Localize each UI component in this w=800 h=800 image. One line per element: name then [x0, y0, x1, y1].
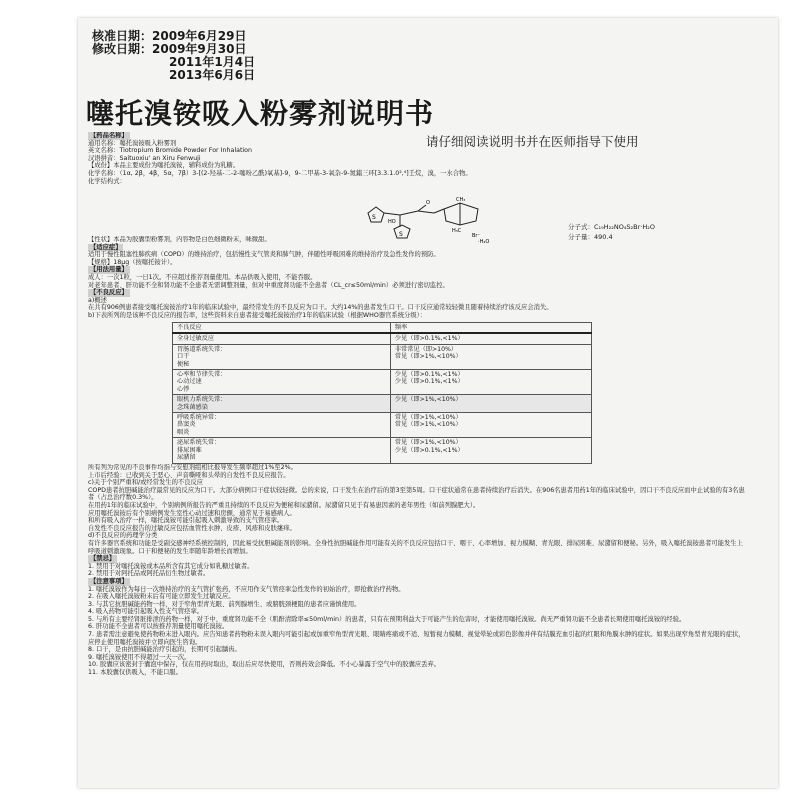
text-line: 4. 吸入药物可能引起吸入性支气管痉挛。 — [88, 608, 204, 616]
document-title: 噻托溴铵吸入粉雾剂说明书 — [86, 97, 435, 130]
reaction-cell: 胃肠道系统失常： 口干 便秘 — [173, 344, 391, 369]
approval-dates — [92, 30, 255, 82]
sections-b — [88, 464, 748, 677]
adverse-reaction-table — [172, 322, 592, 464]
molecular-weight: 分子量：490.4 — [568, 233, 613, 241]
drug-name-section — [88, 132, 748, 185]
reaction-cell: 全身过敏反应 — [173, 333, 391, 344]
frequency-cell: 少见（即>0.1%,<1%） — [390, 333, 591, 344]
text-line: 7. 患者需注意避免使药物粉末进入眼内。应告知患者药物粉末误入眼内可能引起或加重窄角型青光眼、眼睛疼痛或不适、短暂视力模糊、视觉晕轮或彩色影像并伴有结膜充血引起的红眼和角膜水肿的症状。如果出现窄角型青光眼的症状，应停止使用噻托溴铵并立即向医生咨询。 — [88, 631, 745, 646]
struct-label: HO — [388, 219, 396, 225]
text-line: 成人：一次1粒，一日1次。不应超过推荐剂量使用。本品供吸入使用，不能吞服。 — [88, 273, 317, 281]
struct-label: S — [372, 214, 376, 221]
reaction-cell: 呼吸系统异常： 鼻窦炎 咽炎 — [173, 413, 391, 438]
sections-a — [88, 236, 748, 320]
section-header: 【适应症】 — [90, 243, 122, 251]
table-header-row — [173, 323, 592, 334]
text-line: b)下表所列的是该种不良反应的报告率，这些资料来自患者接受噻托溴铵治疗1年的临床试验（根据WHO器官系统分级）： — [88, 311, 427, 319]
struct-label: O — [426, 200, 430, 206]
text-line: c)关于个别严重和/或经常发生的不良反应 — [88, 479, 204, 487]
table-row — [173, 333, 592, 344]
text-line: 9. 噻托溴铵使用不得超过一天一次。 — [88, 653, 191, 661]
text-line: 11. 本胶囊仅供吸入，不能口服。 — [88, 669, 182, 677]
table-row — [173, 395, 592, 413]
text-line: 所有列为常见的不良事件均指与安慰剂组相比报导发生频率超过1%至2%。 — [88, 464, 297, 471]
table-row — [173, 370, 592, 395]
section-header: 【注意事项】 — [90, 577, 128, 585]
composition-line: 【成份】本品主要成份为噻托溴铵，辅料成份为乳糖。 — [88, 162, 240, 170]
text-line: 有许多器官系统和功能是受副交感神经系统控制的，因此易受抗胆碱能剂的影响。全身性抗胆碱能作用可能有关的不良反应包括口干、咽干、心率增加、视力模糊、青光眼、排尿困难、尿潴留和便秘。另外，吸入噻托溴铵患者可能发生上呼吸道刺激现象。口干和便秘的发生率随年龄增长而增加。 — [88, 539, 743, 555]
text-line: 10. 胶囊应该密封于囊泡中保存，仅在用药时取出，取出后应尽快使用，否则药效会降低。不小心暴露于空气中的胶囊应丢弃。 — [88, 661, 441, 669]
struct-label: CH₃ — [456, 197, 466, 203]
text-line: 6. 肝功能不全患者可以按推荐剂量使用噻托溴铵。 — [88, 623, 229, 631]
reaction-cell: 眼机力系统失常： 念珠菌感染 — [173, 395, 391, 413]
section-header: 【用法用量】 — [90, 266, 128, 274]
text-line: 适用于慢性阻塞性肺疾病（COPD）的维持治疗，包括慢性支气管炎和肺气肿，伴随性呼吸困难的维持治疗及急性发作的预防。 — [88, 251, 440, 259]
revised-label: 修改日期： — [92, 42, 153, 56]
frequency-cell: 常见（即>1%,<10%） 少见（即>0.1%,<1%） — [390, 438, 591, 463]
revised-date: 2009年9月30日 — [152, 42, 247, 56]
text-line: 1. 禁用于对噻托溴铵或本品所含有其它成分如乳糖过敏者。 — [88, 562, 254, 570]
text-line: 和所有吸入治疗一样，噻托溴铵可能引起吸入刺激导致的支气管痉挛。 — [88, 517, 284, 525]
text-line: 3. 与其它抗胆碱能药物一样，对于窄角型青光眼、前列腺增生、或膀胱颈梗阻的患者应谨慎使用。 — [88, 600, 361, 608]
text-line: 对老年患者、肝功能不全和肾功能不全患者无需调整剂量，但对中重度肾功能不全患者（CL_cr≤50ml/min）必须进行密切监控。 — [88, 281, 449, 289]
text-line: COPD患者抗胆碱能治疗最常见的反应为口干。大部分病例口干症状较轻微。总的来说，口干发生在治疗后的第3至第5周。口干症状通常在患者持续治疗后消失。在906名患者用药1年的临床试验中，因口干不良反应而中止试验的有3名患者（占总治疗数0.3%）。 — [88, 486, 745, 502]
column-header: 不良反应 — [173, 323, 391, 334]
drug-name-line: 英文名称：Tiotropium Bromide Powder For Inhalation — [88, 147, 253, 155]
frequency-cell: 常见（即>1%,<10%） 常见（即>1%,<10%） — [390, 413, 591, 438]
drug-name-line: 汉语拼音：Saituoxiu' an Xiru Fenwuji — [88, 154, 201, 162]
text-line: 在用药1年的临床试验中，个别病例所报告的严重且持续的不良反应为便秘和尿潴留。尿潴留只见于有易患因素的老年男性（如前列腺肥大）。 — [88, 501, 480, 509]
table-row — [173, 344, 592, 369]
text-line: 8. 口干，是由抗胆碱能治疗引起的，长期可引起龋齿。 — [88, 646, 241, 654]
struct-label: S — [399, 231, 403, 238]
column-header: 频率 — [390, 323, 591, 334]
composition-line: 化学名称：（1α, 2β，4β，5α，7β）3-[(2-羟基-二-2-噻吩乙酰)氧基]-9，9-二甲基-3-氧杂-9-氮鎓三环[3.3.1.0²,⁴]壬烷，溴，一水合物。 — [88, 169, 472, 177]
text-line: 2. 在吸入噻托溴铵粉末后有可能立即发生过敏反应。 — [88, 593, 235, 601]
text-line: 【性状】本品为胶囊型粉雾剂，内容物是白色细微粉末，味微甜。 — [88, 236, 271, 243]
text-line: 2. 禁用于对阿托品或阿托品衍生物过敏者。 — [88, 570, 210, 578]
frequency-cell: 非常常见（即>10%） 常见（即>1%,<10%） — [390, 344, 591, 369]
text-line: 应用噻托溴铵后有个别病例发生室性心动过速和房颤，通常见于易感病人。 — [88, 509, 296, 517]
frequency-cell: 少见（即>1%,<10%） — [390, 395, 591, 413]
text-line: 自发性不良反应报告的过敏反应包括血管性水肿、皮疹、风疹和皮肤瘙痒。 — [88, 524, 296, 532]
table-row — [173, 413, 592, 438]
struct-label: ·H₂O — [478, 239, 490, 245]
usage-advice: 请仔细阅读说明书并在医师指导下使用 — [426, 134, 639, 149]
approved-label: 核准日期： — [92, 29, 153, 43]
frequency-cell: 少见（即>0.1%,<1%） 少见（即>0.1%,<1%） — [390, 370, 591, 395]
drug-name-header: 【药品名称】 — [90, 132, 128, 139]
text-line: a)概述 — [88, 296, 107, 304]
text-line: 上市后经验：已收到关于恶心、声音嘶哑和头晕的自发性不良反应报告。 — [88, 471, 290, 479]
struct-label: Br⁻ — [472, 233, 481, 239]
composition-line: 化学结构式： — [88, 177, 126, 185]
reaction-cell: 心率和节律失常： 心动过速 心悸 — [173, 370, 391, 395]
drug-name-line: 通用名称：噻托溴铵吸入粉雾剂 — [88, 139, 177, 147]
text-line: 1. 噻托溴铵作为每日一次维持治疗的支气管扩张药，不应用作支气管痉挛急性发作的初始治疗，即抢救治疗药物。 — [88, 585, 405, 593]
approved-date: 2009年6月29日 — [152, 29, 247, 43]
struct-label: H₃C — [452, 228, 462, 234]
text-line: 在共有906例患者接受噻托溴铵治疗1年的临床试验中，最经常发生的不良反应为口干。大约14%的患者发生口干。口干反应通常较轻微且随着持续治疗该反应会消失。 — [88, 304, 553, 312]
revised-date: 2013年6月6日 — [169, 68, 256, 82]
molecular-formula: 分子式：C₁₉H₂₂NO₄S₂Br·H₂O — [568, 223, 655, 231]
revised-date: 2011年1月4日 — [169, 55, 256, 69]
text-line: d)不良反应的药理学分类 — [88, 532, 158, 540]
section-header: 【禁忌】 — [90, 555, 116, 563]
reaction-cell: 泌尿系统失常： 排尿困难 尿潴留 — [173, 438, 391, 463]
table-row — [173, 438, 592, 463]
text-line: 【规格】18μg（按噻托铵计）。 — [88, 258, 177, 266]
text-line: 5. 与所有主要经肾脏排泄的药物一样，对于中、重度肾功能不全（肌酐清除率≤50ml/min）的患者，只有在预期利益大于可能产生的危害时，才能使用噻托溴铵。尚无严重肾功能不全患者长期使用噻托溴铵的经验。 — [88, 615, 686, 623]
section-header: 【不良反应】 — [90, 289, 128, 297]
